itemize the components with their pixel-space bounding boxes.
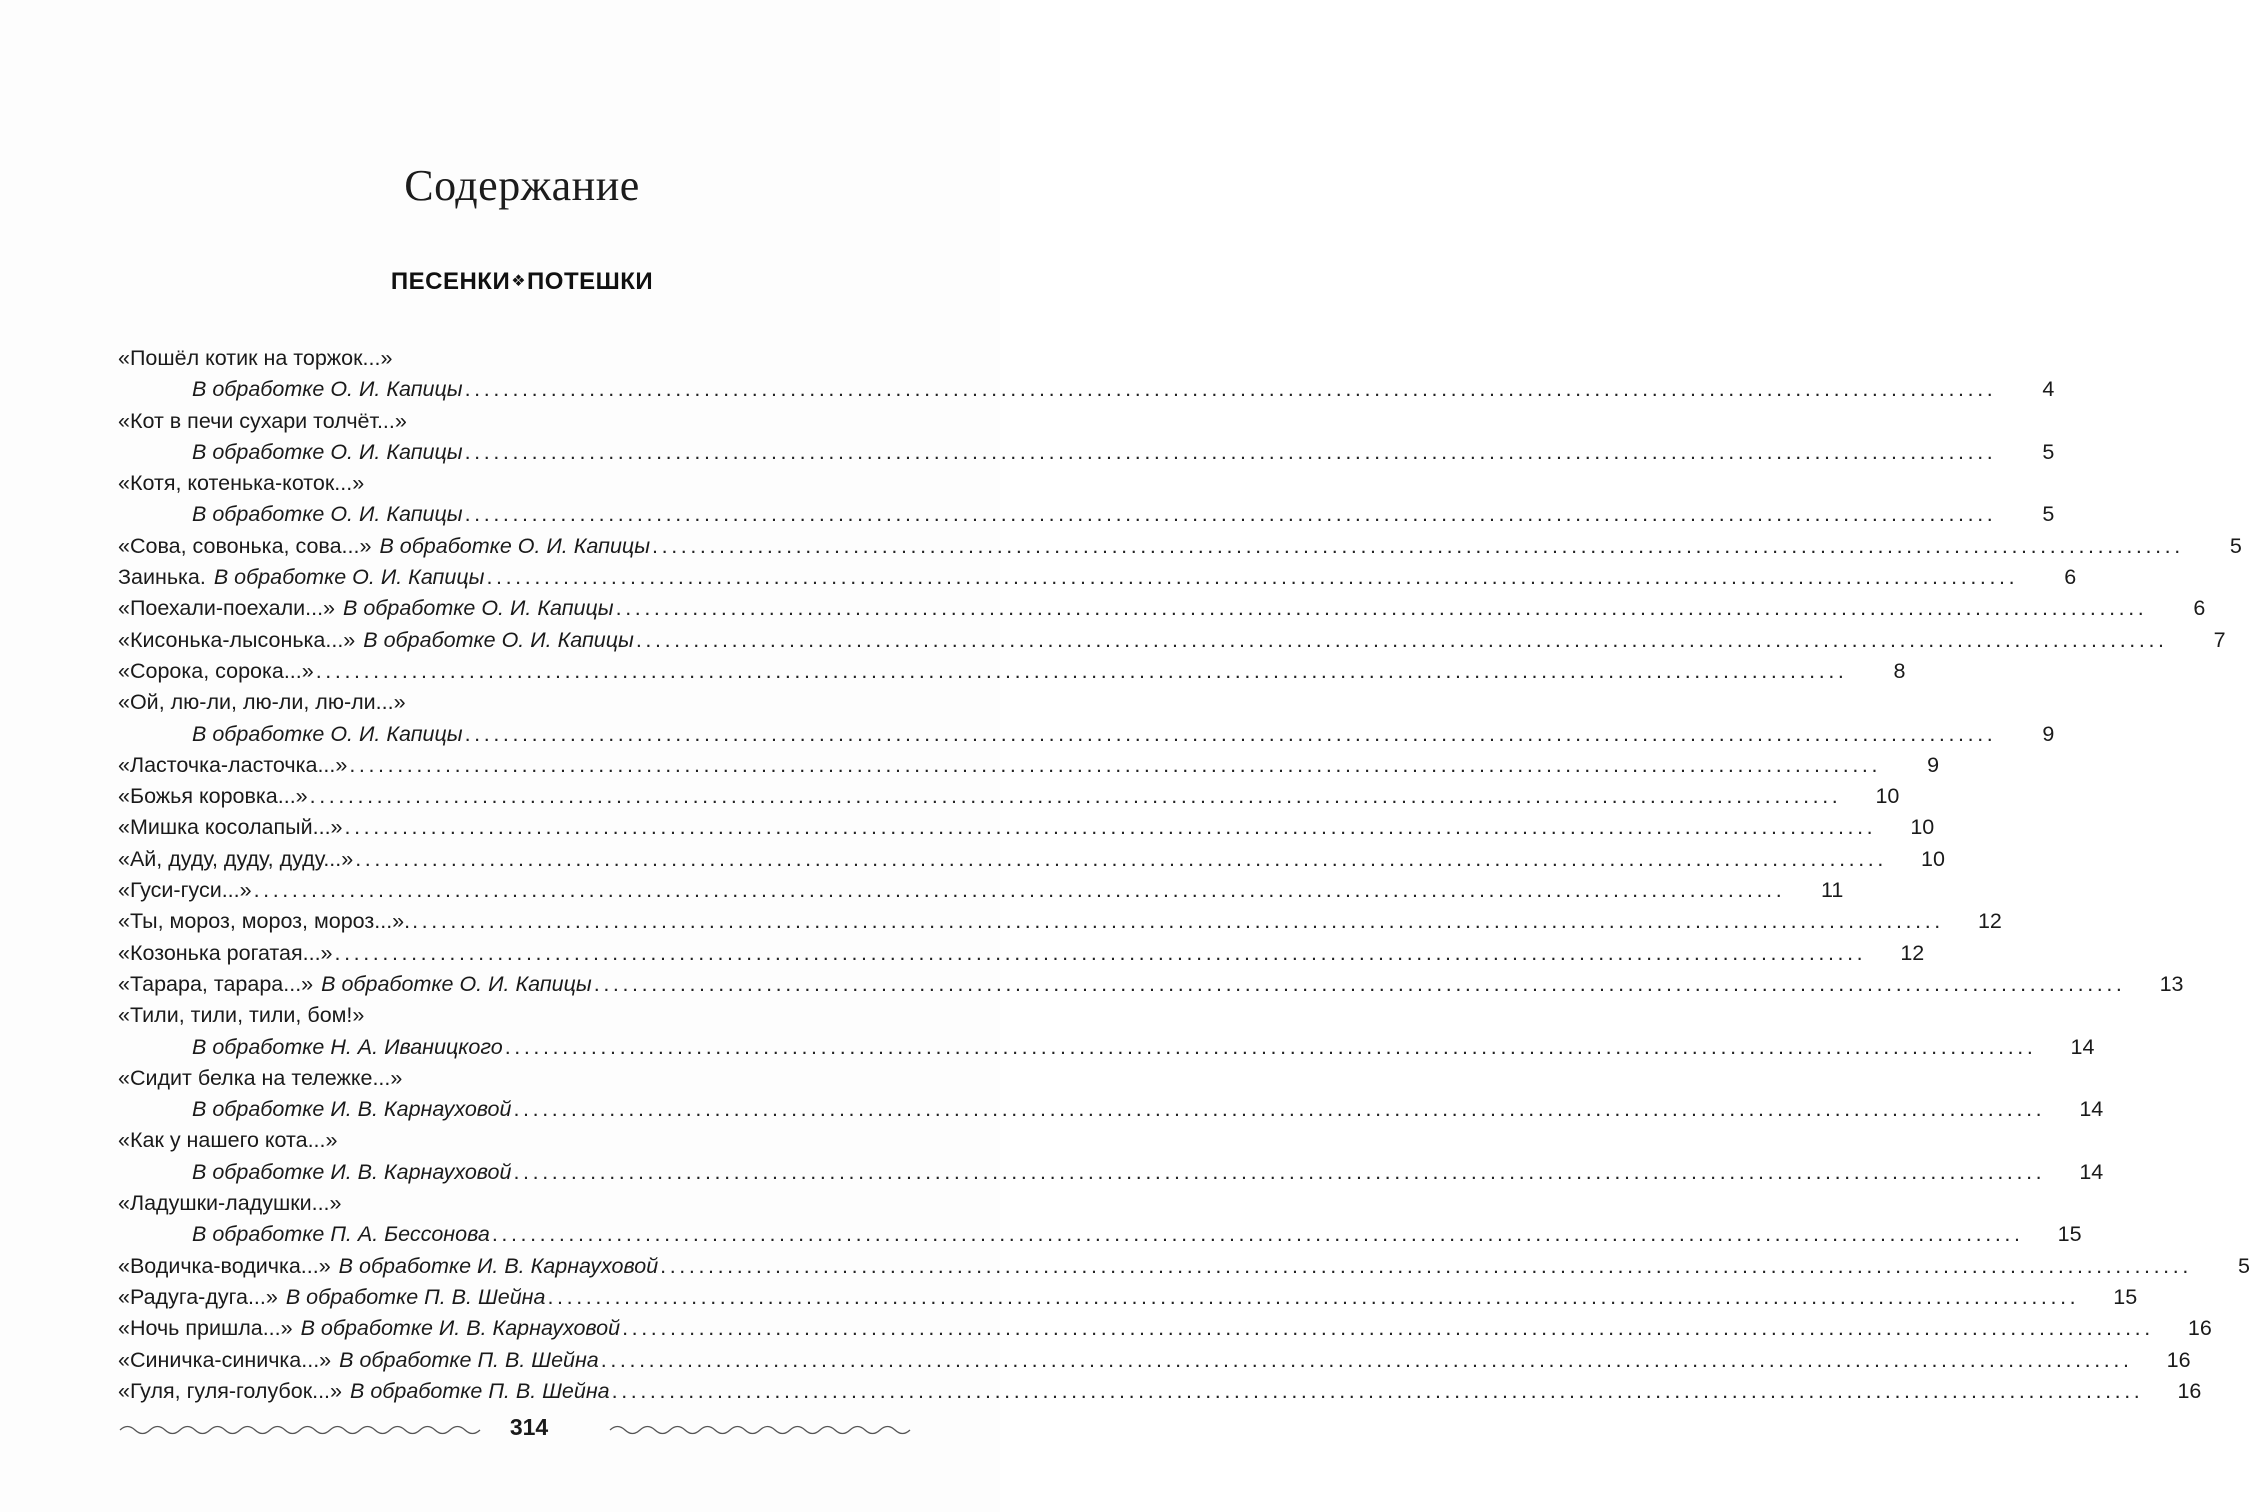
dot-leader: ................................................................................................................................................................	[622, 1316, 2154, 1341]
toc-entry-credit: В обработке О. И. Капицы	[379, 533, 651, 558]
dot-leader: ................................................................................................................................................................	[315, 658, 1848, 683]
dot-leader: ................................................................................................................................................................	[547, 1284, 2080, 1309]
toc-entry-page: 13	[2159, 971, 2184, 996]
wavy-ornament-right-icon	[610, 1422, 915, 1438]
toc-entry-title: «Радуга-дуга...»	[118, 1284, 278, 1309]
toc-entry-credit: В обработке И. В. Карнауховой	[192, 1159, 512, 1184]
toc-entry	[118, 781, 1900, 812]
toc-entry-page: 9	[2042, 721, 2055, 746]
toc-entry-page: 16	[2166, 1347, 2191, 1372]
toc-entry-page: 10	[1921, 846, 1945, 871]
dot-leader: ................................................................................................................................................................	[611, 1378, 2144, 1403]
toc-entry-title: «Ласточка-ласточка...»	[118, 752, 348, 777]
toc-entry-page: 15	[2113, 1284, 2138, 1309]
toc-entry-credit: В обработке О. И. Капицы	[363, 627, 634, 652]
dot-leader: ................................................................................................................................................................	[615, 596, 2148, 621]
toc-entry	[118, 1157, 2104, 1188]
section-heading-right: ПОТЕШКИ	[527, 268, 654, 295]
toc-entry-page: 10	[1910, 815, 1935, 840]
toc-entry-credit: В обработке О. И. Капицы	[192, 439, 463, 464]
dot-leader: ................................................................................................................................................................	[513, 1097, 2046, 1122]
dot-leader: ................................................................................................................................................................	[309, 784, 1842, 809]
toc-entry	[118, 562, 2077, 593]
dot-leader: ................................................................................................................................................................	[504, 1034, 2037, 1059]
toc-entry-title: «Ой, лю-ли, лю-ли, лю-ли...»	[118, 690, 406, 715]
section-heading	[0, 268, 1000, 296]
toc-entry	[118, 1219, 2082, 1250]
toc-entry	[118, 1063, 930, 1094]
dot-leader: ................................................................................................................................................................	[600, 1347, 2133, 1372]
toc-entry	[118, 1125, 930, 1156]
toc-entry	[118, 1282, 2138, 1313]
dot-leader: ................................................................................................................................................................	[660, 1253, 2192, 1278]
toc-entry-title: «Ладушки-ладушки...»	[118, 1191, 342, 1216]
toc-entry-page: 4	[2042, 377, 2055, 402]
toc-entry-title: Заинька.	[118, 565, 206, 590]
dot-leader: ................................................................................................................................................................	[355, 846, 1887, 871]
toc-entry-credit: В обработке П. В. Шейна	[285, 1284, 546, 1309]
toc-entry-credit: В обработке О. И. Капицы	[343, 596, 614, 621]
page-title: Содержание	[404, 161, 640, 210]
toc-entry-credit: В обработке О. И. Капицы	[192, 721, 463, 746]
toc-entry-title: «Пошёл котик на торжок...»	[118, 346, 393, 370]
toc-entry	[118, 437, 2055, 468]
toc-entry-page: 7	[2213, 627, 2226, 652]
toc-entry-title: «Божья коровка...»	[118, 784, 308, 809]
toc-entry-page: 14	[2079, 1159, 2104, 1184]
toc-entry-title: «Сидит белка на тележке...»	[118, 1065, 403, 1090]
toc-entry-title: «Ай, дуду, дуду, дуду...»	[118, 846, 354, 871]
toc-entry-title: «Водичка-водичка...»	[118, 1253, 331, 1278]
toc-entry	[118, 1376, 2202, 1407]
toc-entry	[118, 875, 1844, 906]
toc-entry-credit: В обработке О. И. Капицы	[192, 502, 463, 527]
toc-entry-title: «Гуля, гуля-голубок...»	[118, 1378, 342, 1403]
toc-entry-page: 16	[2187, 1316, 2212, 1341]
toc-entry	[118, 468, 930, 499]
toc-entry-credit: В обработке И. В. Карнауховой	[300, 1316, 621, 1341]
dot-leader: ................................................................................................................................................................	[635, 627, 2168, 652]
toc-entry	[118, 531, 2242, 562]
toc-entry-page: 11	[1821, 878, 1844, 903]
toc-entry-title: «Кот в печи сухари толчёт...»	[118, 408, 407, 433]
toc-entry-title: «Гуси-гуси...»	[118, 878, 252, 903]
toc-entry-page: 16	[2177, 1378, 2202, 1403]
toc-entry-title: «Тарара, тарара...»	[118, 971, 314, 996]
toc-entry-credit: В обработке О. И. Капицы	[192, 377, 463, 402]
toc-entry-page: 8	[1893, 658, 1906, 683]
toc-entry-title: «Мишка косолапый...»	[118, 815, 343, 840]
dot-leader: ................................................................................................................................................................	[491, 1222, 2024, 1247]
dot-leader: ................................................................................................................................................................	[464, 721, 1997, 746]
toc-entry-page: 15	[2057, 1222, 2082, 1247]
toc-entry-page: 10	[1875, 784, 1900, 809]
toc-entry	[118, 969, 2184, 1000]
toc-entry-credit: В обработке О. И. Капицы	[321, 971, 592, 996]
toc-entry	[118, 844, 1945, 875]
toc-entry	[118, 687, 930, 718]
toc-entry	[118, 1094, 2104, 1125]
toc-entry	[118, 406, 930, 437]
toc-entry-title: «Сова, совонька, сова...»	[118, 533, 372, 558]
toc-entry	[118, 938, 1925, 969]
diamond-separator-icon: ❖	[511, 273, 527, 290]
toc-entry-title: «Котя, котенька-коток...»	[118, 471, 365, 496]
page-number: 314	[509, 1414, 549, 1440]
toc-entry-page: 12	[1977, 909, 2002, 934]
toc-entry	[118, 1032, 2095, 1063]
toc-entry-credit: В обработке И. В. Карнауховой	[192, 1097, 512, 1122]
dot-leader: ................................................................................................................................................................	[464, 439, 1997, 464]
dot-leader: ................................................................................................................................................................	[344, 815, 1877, 840]
dot-leader: ................................................................................................................................................................	[253, 878, 1786, 903]
dot-leader: ................................................................................................................................................................	[464, 502, 1997, 527]
toc-entry-page: 5	[2229, 533, 2242, 558]
toc-entry-page: 14	[2079, 1097, 2104, 1122]
toc-entry-title: «Кисонька-лысонька...»	[118, 627, 356, 652]
dot-leader: ................................................................................................................................................................	[652, 533, 2184, 558]
toc-entry-credit: В обработке И. В. Карнауховой	[338, 1253, 659, 1278]
toc-entry	[118, 593, 2206, 624]
toc-entry	[118, 499, 2055, 530]
dot-leader: ................................................................................................................................................................	[412, 909, 1944, 934]
toc-entry-page: 5	[2042, 439, 2055, 464]
toc-entry-title: «Ночь пришла...»	[118, 1316, 293, 1341]
dot-leader: ................................................................................................................................................................	[486, 565, 2019, 590]
toc-entry-page: 9	[1927, 752, 1940, 777]
toc-entry-page: 6	[2193, 596, 2206, 621]
toc-entry	[118, 343, 930, 374]
dot-leader: ................................................................................................................................................................	[349, 752, 1882, 777]
toc-entry-credit: В обработке О. И. Капицы	[213, 565, 485, 590]
toc-entry-page: 5	[2237, 1253, 2250, 1278]
toc-entry	[118, 1345, 2191, 1376]
toc-entry-title: «Поехали-поехали...»	[118, 596, 336, 621]
toc-entry	[118, 656, 1906, 687]
toc-entry-credit: В обработке П. В. Шейна	[339, 1347, 599, 1372]
section-heading-left: ПЕСЕНКИ	[390, 268, 511, 295]
toc-entry	[118, 374, 2055, 405]
toc-entry-page: 6	[2064, 565, 2077, 590]
toc-entry-credit: В обработке П. А. Бессонова	[192, 1222, 490, 1247]
dot-leader: ................................................................................................................................................................	[513, 1159, 2046, 1184]
toc-entry-page: 5	[2042, 502, 2055, 527]
dot-leader: ................................................................................................................................................................	[334, 940, 1867, 965]
toc-entry-credit: В обработке П. В. Шейна	[350, 1378, 610, 1403]
toc-entry-title: «Тили, тили, тили, бом!»	[118, 1003, 365, 1028]
page-footer	[0, 1412, 1000, 1452]
toc-entry	[118, 750, 1940, 781]
toc-entry-title: «Как у нашего кота...»	[118, 1128, 338, 1153]
toc-entry-page: 14	[2070, 1034, 2095, 1059]
toc-entry-title: «Сорока, сорока...»	[118, 658, 314, 683]
toc-entry	[118, 812, 1935, 843]
toc-entry-credit: В обработке Н. А. Иваницкого	[192, 1034, 503, 1059]
table-of-contents	[118, 343, 2250, 1407]
toc-entry	[118, 1000, 930, 1031]
toc-entry-title: «Синичка-синичка...»	[118, 1347, 332, 1372]
toc-entry	[118, 625, 2226, 656]
toc-entry	[118, 1188, 930, 1219]
dot-leader: ................................................................................................................................................................	[593, 971, 2126, 996]
toc-entry-title: «Козонька рогатая...»	[118, 940, 333, 965]
toc-entry-page: 12	[1900, 940, 1925, 965]
toc-entry	[118, 906, 2002, 937]
toc-entry-title: «Ты, мороз, мороз, мороз...».	[118, 909, 411, 934]
toc-entry	[118, 1251, 2250, 1282]
toc-entry	[118, 1313, 2212, 1344]
toc-entry	[118, 719, 2055, 750]
dot-leader: ................................................................................................................................................................	[464, 377, 1997, 402]
